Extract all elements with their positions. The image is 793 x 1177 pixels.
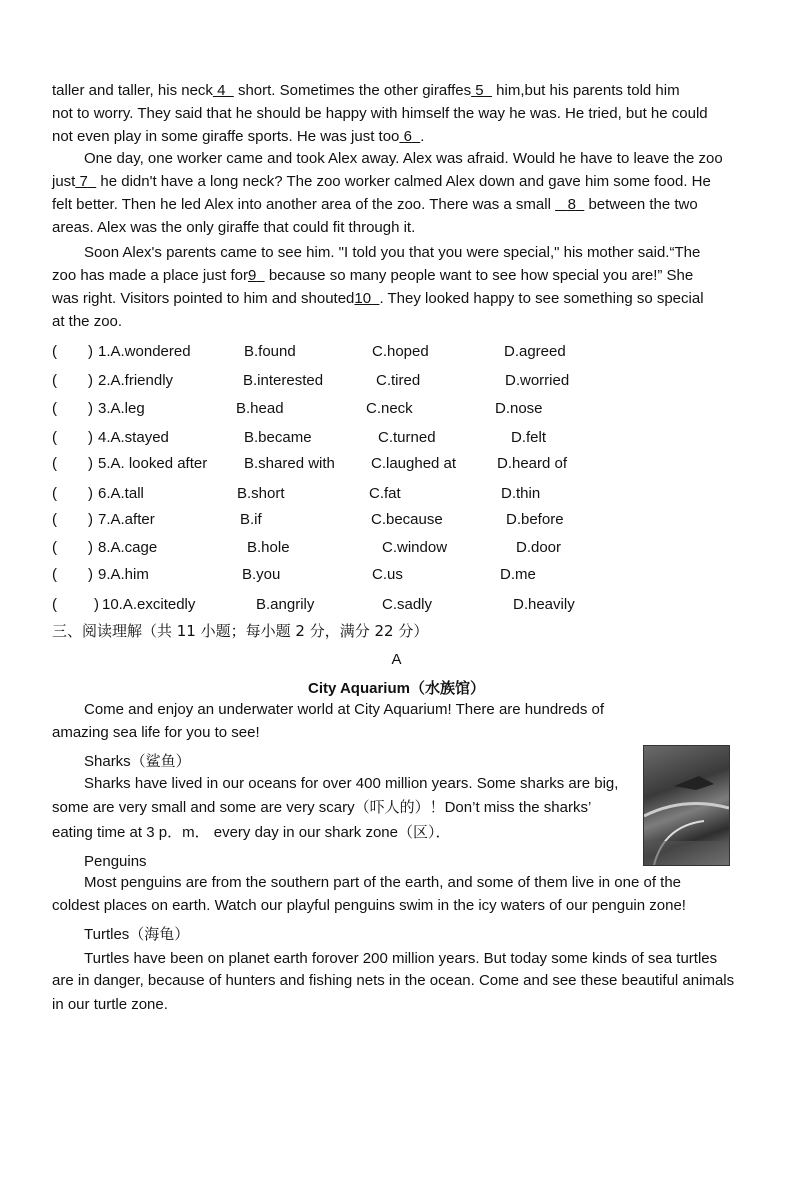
option-c: C.sadly (382, 596, 433, 613)
question-row (52, 455, 752, 475)
intro-line-1: Come and enjoy an underwater world at City Aquarium! There are hundreds of (84, 701, 605, 718)
text: just (52, 173, 76, 190)
option-a: 4.A.stayed (98, 429, 169, 446)
text: felt better. Then he led Alex into another area of the zoo. There was a small (52, 196, 551, 213)
blank-10: 10 (354, 290, 372, 307)
text: him,but his parents told him (496, 82, 680, 99)
answer-paren-open: ( (52, 400, 57, 417)
blank-9: 9 (247, 267, 257, 284)
answer-paren-open: ( (52, 343, 57, 360)
passage-line-7: areas. Alex was the only giraffe that could fit through it. (52, 219, 416, 236)
option-a: 7.A.after (98, 511, 155, 528)
turtles-line-1: Turtles have been on planet earth forover 200 million years. But today some kinds of sea turtles (84, 950, 718, 967)
answer-paren-close: ) (88, 400, 93, 417)
option-c: C.tired (376, 372, 421, 389)
option-c: C.hoped (372, 343, 429, 360)
option-b: B.hole (247, 539, 290, 556)
answer-paren-open: ( (52, 539, 57, 556)
option-d: D.before (506, 511, 564, 528)
option-b: B.angrily (256, 596, 315, 613)
option-a: 3.A.leg (98, 400, 145, 417)
option-a: 6.A.tall (98, 485, 144, 502)
text: was right. Visitors pointed to him and shouted (52, 290, 355, 307)
option-b: B.head (236, 400, 284, 417)
question-row (52, 372, 752, 392)
passage-line-10 (52, 289, 704, 309)
answer-paren-open: ( (52, 566, 57, 583)
answer-paren-close: ) (88, 485, 93, 502)
text: between the two (588, 196, 698, 213)
option-d: D.door (516, 539, 562, 556)
option-c: C.because (371, 511, 443, 528)
option-a: 2.A.friendly (98, 372, 174, 389)
question-row (52, 539, 752, 559)
answer-paren-close: ) (88, 343, 93, 360)
answer-paren-close: ) (88, 455, 93, 472)
answer-paren-close: ) (94, 596, 99, 613)
question-row (52, 485, 752, 505)
answer-paren-close: ) (88, 372, 93, 389)
turtles-heading: Turtles（海龟） (84, 926, 190, 943)
option-d: D.nose (495, 400, 543, 417)
answer-paren-close: ) (88, 429, 93, 446)
option-a: 5.A. looked after (98, 455, 208, 472)
passage-line-4: One day, one worker came and took Alex away. Alex was afraid. Would he have to leave the zoo (84, 150, 723, 167)
blank-8: 8 (567, 196, 576, 213)
option-b: B.if (240, 511, 262, 528)
blank-5: 5 (475, 82, 484, 99)
shark-photo (643, 745, 730, 866)
passage-line-3 (52, 127, 424, 147)
answer-paren-open: ( (52, 372, 57, 389)
passage-line-2: not to worry. They said that he should be happy with himself the way he was. He tried, but he could (52, 105, 708, 122)
sharks-line-1: Sharks have lived in our oceans for over 400 million years. Some sharks are big, (84, 775, 619, 792)
text: . (420, 128, 425, 145)
question-row (52, 343, 752, 363)
section-header: 三、阅读理解（共 11 小题；每小题 2 分，满分 22 分） (52, 622, 429, 640)
answer-paren-open: ( (52, 596, 57, 613)
answer-paren-open: ( (52, 429, 57, 446)
option-c: C.us (372, 566, 403, 583)
option-a: 8.A.cage (98, 539, 158, 556)
passage-line-6 (52, 195, 698, 215)
text: not even play in some giraffe sports. He was just too (52, 128, 400, 145)
question-row (52, 511, 752, 531)
question-row (52, 400, 752, 420)
passage-line-8: Soon Alex's parents came to see him. "I told you that you were special," his mother said.“The (84, 244, 701, 261)
answer-paren-close: ) (88, 539, 93, 556)
option-d: D.heavily (513, 596, 575, 613)
turtles-line-2: are in danger, because of hunters and fishing nets in the ocean. Come and see these beautiful animals (52, 972, 735, 989)
answer-paren-close: ) (88, 566, 93, 583)
question-row (52, 566, 752, 586)
text: . They looked happy to see something so special (379, 290, 704, 307)
blank-4: 4 (217, 82, 226, 99)
sharks-line-2: some are very small and some are very scary（吓人的）！Don’t miss the sharks’ (52, 799, 592, 816)
penguins-heading: Penguins (84, 853, 147, 870)
option-b: B.interested (243, 372, 324, 389)
option-a: 9.A.him (98, 566, 149, 583)
option-d: D.agreed (504, 343, 566, 360)
penguins-line-1: Most penguins are from the southern part of the earth, and some of them live in one of the (84, 874, 682, 891)
answer-paren-open: ( (52, 485, 57, 502)
answer-paren-close: ) (88, 511, 93, 528)
blank-7: 7 (79, 173, 88, 190)
option-d: D.worried (505, 372, 570, 389)
option-a: 1.A.wondered (98, 343, 191, 360)
passage-line-5 (52, 172, 711, 192)
question-row (52, 596, 752, 616)
passage-line-1 (52, 81, 680, 101)
reading-title: City Aquarium（水族馆） (308, 680, 485, 697)
turtles-line-3: in our turtle zone. (52, 996, 168, 1013)
text: he didn't have a long neck? The zoo worker calmed Alex down and gave him some food. He (100, 173, 711, 190)
penguins-line-2: coldest places on earth. Watch our playful penguins swim in the icy waters of our penguin zone! (52, 897, 686, 914)
option-b: B.short (237, 485, 285, 502)
text: zoo has made a place just for (52, 267, 248, 284)
option-c: C.fat (369, 485, 401, 502)
text: taller and taller, his neck (52, 82, 213, 99)
text: short. Sometimes the other giraffes (237, 82, 472, 99)
sharks-line-3: eating time at 3 p．m． every day in our shark zone（区）． (52, 824, 451, 841)
option-b: B.shared with (244, 455, 335, 472)
option-c: C.laughed at (371, 455, 457, 472)
option-b: B.found (244, 343, 296, 360)
answer-paren-open: ( (52, 455, 57, 472)
question-row (52, 429, 752, 449)
option-b: B.became (244, 429, 312, 446)
option-d: D.heard of (497, 455, 568, 472)
option-d: D.me (500, 566, 536, 583)
sharks-heading: Sharks（鲨鱼） (84, 753, 191, 770)
answer-paren-open: ( (52, 511, 57, 528)
option-c: C.neck (366, 400, 413, 417)
option-b: B.you (242, 566, 281, 583)
option-c: C.window (382, 539, 448, 556)
passage-line-11: at the zoo. (52, 313, 123, 330)
option-d: D.felt (511, 429, 547, 446)
option-c: C.turned (378, 429, 436, 446)
text: because so many people want to see how special you are!” She (268, 267, 694, 284)
option-d: D.thin (501, 485, 541, 502)
intro-line-2: amazing sea life for you to see! (52, 724, 260, 741)
blank-6: 6 (403, 128, 412, 145)
option-a: 10.A.excitedly (102, 596, 196, 613)
reading-letter: A (391, 651, 402, 668)
passage-line-9 (52, 266, 693, 286)
